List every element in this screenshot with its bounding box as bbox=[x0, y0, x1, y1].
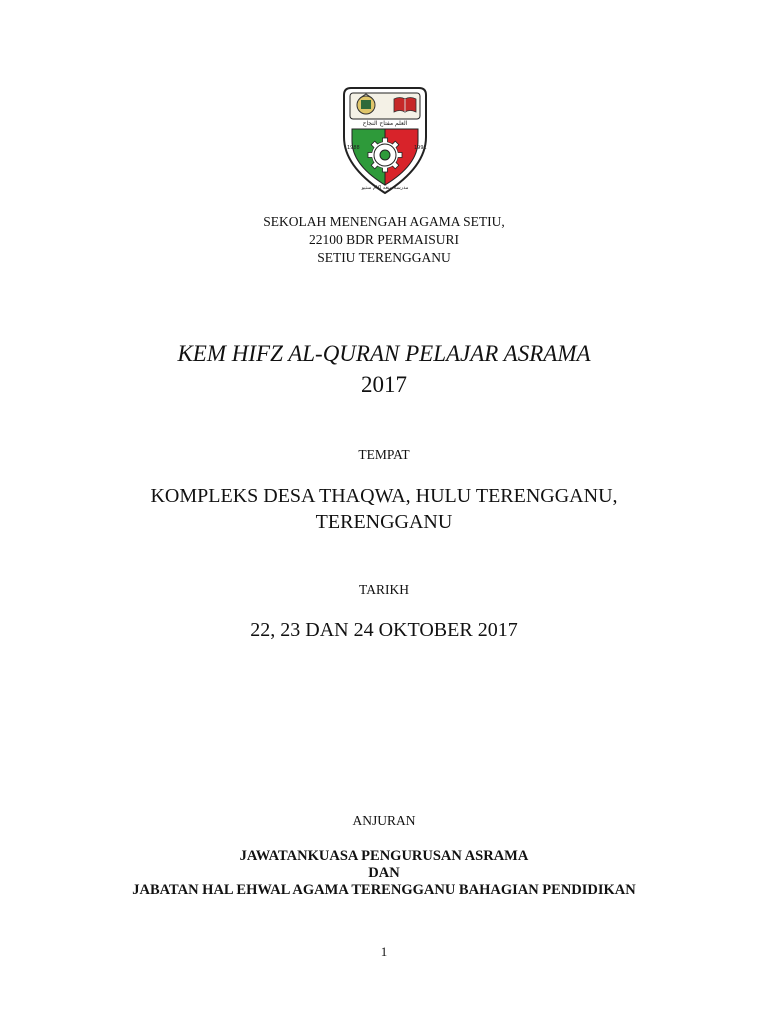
logo-motto-text: العلم مفتاح النجاح bbox=[362, 120, 408, 127]
organizer-line-3: JABATAN HAL EHWAL AGAMA TERENGGANU BAHAGIAN PENDIDIKAN bbox=[132, 882, 636, 898]
school-name: SEKOLAH MENENGAH AGAMA SETIU, bbox=[263, 214, 505, 229]
organizer-line-2: DAN bbox=[368, 865, 400, 881]
page-number: 1 bbox=[380, 944, 388, 959]
venue-line-1: KOMPLEKS DESA THAQWA, HULU TERENGGANU, bbox=[150, 485, 618, 507]
logo-year-left: 1988 bbox=[347, 145, 360, 151]
event-title: KEM HIFZ AL-QURAN PELAJAR ASRAMA bbox=[177, 341, 591, 366]
venue-line-2: TERENGGANU bbox=[315, 511, 453, 533]
logo-year-right: 1991 bbox=[414, 145, 427, 151]
gear-icon bbox=[368, 138, 402, 172]
book-icon bbox=[394, 98, 416, 113]
organizer-line-1: JAWATANKUASA PENGURUSAN ASRAMA bbox=[239, 848, 529, 864]
school-postcode-town: 22100 BDR PERMAISURI bbox=[308, 232, 460, 247]
organizer-label: ANJURAN bbox=[352, 813, 416, 828]
event-year: 2017 bbox=[361, 372, 407, 397]
venue-block bbox=[0, 483, 768, 535]
date-label: TARIKH bbox=[359, 582, 409, 597]
venue-label: TEMPAT bbox=[358, 447, 410, 462]
organizer-block bbox=[0, 848, 768, 899]
school-address bbox=[0, 213, 768, 267]
event-date: 22, 23 DAN 24 OKTOBER 2017 bbox=[250, 619, 518, 641]
logo-bottom-text: مدرسة منڠه اڬام ستيو bbox=[361, 185, 409, 191]
school-crest-logo bbox=[336, 85, 434, 197]
school-district-state: SETIU TERENGGANU bbox=[317, 250, 451, 265]
